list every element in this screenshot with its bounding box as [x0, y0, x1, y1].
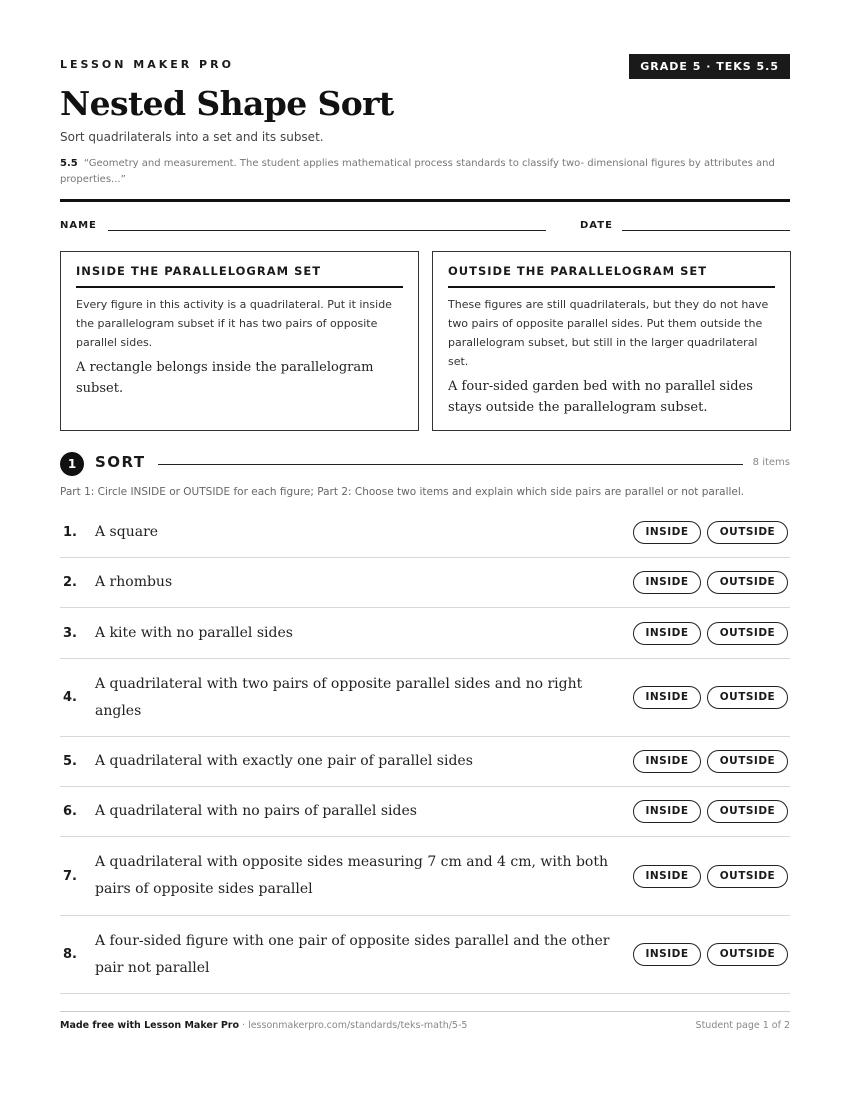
outside-set-card	[432, 251, 791, 431]
list-item	[60, 787, 790, 837]
page-title: Nested Shape Sort	[60, 84, 394, 123]
worksheet-page	[60, 0, 790, 1100]
item-list	[60, 507, 790, 994]
item-number: 2.	[63, 575, 77, 590]
item-count: 8 items	[752, 457, 790, 468]
item-number: 8.	[63, 947, 77, 962]
item-text: A four-sided figure with one pair of opposite sides parallel and the other pair not parallel	[95, 932, 610, 976]
footer-divider	[60, 1011, 790, 1012]
inside-choice[interactable]: INSIDE	[633, 865, 701, 888]
inside-choice[interactable]: INSIDE	[633, 571, 701, 594]
name-label: NAME	[60, 220, 97, 231]
inside-choice[interactable]: INSIDE	[633, 800, 701, 823]
item-text: A kite with no parallel sides	[95, 624, 293, 641]
inside-choice[interactable]: INSIDE	[633, 622, 701, 645]
inside-choice[interactable]: INSIDE	[633, 521, 701, 544]
page-subtitle: Sort quadrilaterals into a set and its subset.	[60, 130, 324, 144]
list-item	[60, 558, 790, 608]
list-item	[60, 837, 790, 916]
footer-url: · lessonmakerpro.com/standards/teks-math/5-5	[239, 1020, 468, 1031]
section-number: 1	[60, 452, 84, 476]
header-divider	[60, 199, 790, 202]
page-indicator: Student page 1 of 2	[695, 1020, 790, 1031]
list-item	[60, 507, 790, 558]
item-text: A rhombus	[95, 574, 173, 590]
item-number: 6.	[63, 804, 77, 819]
section-title: SORT	[95, 453, 146, 471]
inside-set-card	[60, 251, 419, 431]
outside-card-title: OUTSIDE THE PARALLELOGRAM SET	[448, 264, 775, 288]
standard-description	[60, 156, 790, 188]
outside-choice[interactable]: OUTSIDE	[707, 686, 788, 709]
date-label: DATE	[580, 220, 613, 231]
inside-card-title: INSIDE THE PARALLELOGRAM SET	[76, 264, 403, 288]
footer-made-with: Made free with Lesson Maker Pro	[60, 1020, 240, 1031]
outside-card-text: These figures are still quadrilaterals, but they do not have two pairs of opposite parallel sides. Put them outside the parallelogram subset, but still in the larger quadrilateral set.	[448, 298, 769, 368]
brand-name: LESSON MAKER PRO	[60, 58, 234, 71]
item-number: 3.	[63, 625, 77, 641]
outside-card-example: A four-sided garden bed with no parallel sides stays outside the parallelogram subset.	[448, 379, 753, 415]
outside-choice[interactable]: OUTSIDE	[707, 750, 788, 773]
outside-choice[interactable]: OUTSIDE	[707, 521, 788, 544]
date-field[interactable]	[622, 230, 790, 231]
item-text: A square	[95, 523, 159, 540]
list-item	[60, 916, 790, 994]
outside-choice[interactable]: OUTSIDE	[707, 865, 788, 888]
item-number: 4.	[63, 690, 77, 705]
inside-choice[interactable]: INSIDE	[633, 686, 701, 709]
item-number: 5.	[63, 754, 77, 769]
list-item	[60, 659, 790, 737]
outside-choice[interactable]: OUTSIDE	[707, 571, 788, 594]
item-number: 1.	[63, 524, 77, 540]
outside-choice[interactable]: OUTSIDE	[707, 800, 788, 823]
inside-choice[interactable]: INSIDE	[633, 943, 701, 966]
list-item	[60, 608, 790, 659]
item-number: 7.	[63, 868, 77, 884]
outside-choice[interactable]: OUTSIDE	[707, 943, 788, 966]
list-item	[60, 737, 790, 787]
item-text: A quadrilateral with two pairs of opposite parallel sides and no right angles	[95, 675, 583, 719]
item-text: A quadrilateral with opposite sides measuring 7 cm and 4 cm, with both pairs of opposite sides parallel	[95, 854, 608, 897]
outside-choice[interactable]: OUTSIDE	[707, 622, 788, 645]
inside-card-example: A rectangle belongs inside the parallelogram subset.	[76, 360, 374, 396]
grade-badge: GRADE 5 · TEKS 5.5	[629, 54, 790, 79]
item-text: A quadrilateral with exactly one pair of parallel sides	[95, 753, 473, 769]
standard-text: “Geometry and measurement. The student applies mathematical process standards to classify two- dimensional figures by attributes and properties...”	[60, 158, 775, 185]
name-field[interactable]	[108, 230, 546, 231]
footer-credit	[60, 1020, 467, 1031]
section-divider	[158, 464, 743, 465]
standard-code: 5.5	[60, 158, 78, 169]
item-text: A quadrilateral with no pairs of parallel sides	[95, 803, 417, 819]
inside-card-text: Every figure in this activity is a quadrilateral. Put it inside the parallelogram subset if it has two pairs of opposite parallel sides.	[76, 298, 392, 349]
inside-choice[interactable]: INSIDE	[633, 750, 701, 773]
section-instructions: Part 1: Circle INSIDE or OUTSIDE for each figure; Part 2: Choose two items and explain which side pairs are parallel or not parallel.	[60, 486, 745, 498]
